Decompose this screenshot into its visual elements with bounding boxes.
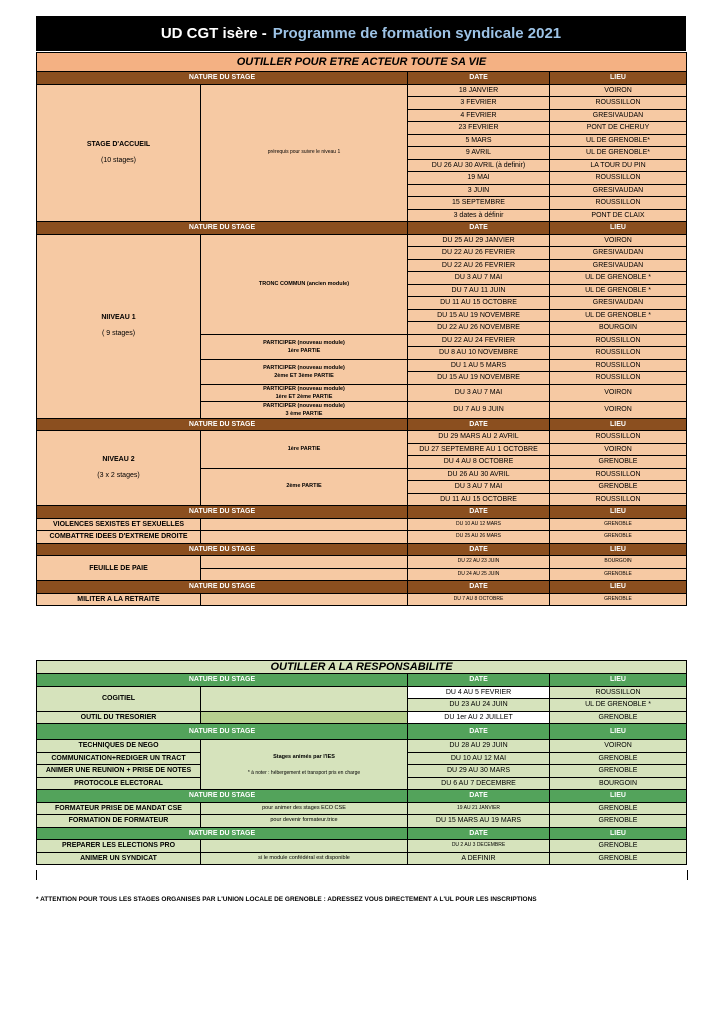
lieu-cell: GRENOBLE	[550, 765, 687, 778]
lieu-cell: GRESIVAUDAN	[550, 109, 687, 122]
date-cell: DU 24 AU 25 JUIN	[408, 568, 550, 581]
participer-4-label	[201, 401, 408, 418]
date-cell: DU 8 AU 10 NOVEMBRE	[408, 347, 550, 360]
participer-2-line2: 2ème ET 3ème PARTIE	[274, 372, 334, 379]
niveau2-name: NIVEAU 2	[102, 456, 135, 463]
col-nature: NATURE DU STAGE	[37, 72, 408, 85]
formation-formateur-name: FORMATION DE FORMATEUR	[37, 815, 201, 828]
title-accent: Programme de formation syndicale 2021	[272, 25, 562, 42]
retraite-name: MILITER A LA RETRAITE	[37, 593, 201, 606]
lieu-cell: UL DE GRENOBLE *	[550, 284, 687, 297]
date-cell: DU 3 AU 7 MAI	[408, 272, 550, 285]
col-nature: NATURE DU STAGE	[37, 724, 408, 740]
date-cell: DU 15 MARS AU 19 MARS	[408, 815, 550, 828]
lieu-cell: BOURGOIN	[550, 556, 687, 569]
date-cell: 23 FEVRIER	[408, 122, 550, 135]
date-cell: 19 AU 21 JANVIER	[408, 802, 550, 815]
lieu-cell: UL DE GRENOBLE *	[550, 699, 687, 712]
date-cell: DU 10 AU 12 MAI	[408, 752, 550, 765]
date-cell: DU 7 AU 8 OCTOBRE	[408, 593, 550, 606]
lieu-cell: GRENOBLE	[550, 815, 687, 828]
date-cell: DU 22 AU 26 FEVRIER	[408, 259, 550, 272]
date-cell: DU 4 AU 8 OCTOBRE	[408, 456, 550, 469]
date-cell: DU 25 AU 26 MARS	[408, 531, 550, 544]
lieu-cell: UL DE GRENOBLE *	[550, 272, 687, 285]
course-name: COMMUNICATION+REDIGER UN TRACT	[37, 752, 201, 765]
tresorier-name: OUTIL DU TRESORIER	[37, 711, 201, 724]
participer-2-line1: PARTICIPER (nouveau module)	[263, 364, 345, 371]
lieu-cell: UL DE GRENOBLE*	[550, 134, 687, 147]
date-cell: DU 27 SEPTEMBRE AU 1 OCTOBRE	[408, 443, 550, 456]
lieu-cell: GRENOBLE	[550, 456, 687, 469]
lieu-cell: VOIRON	[550, 234, 687, 247]
col-nature: NATURE DU STAGE	[37, 674, 408, 687]
lieu-cell: ROUSSILLON	[550, 97, 687, 110]
lieu-cell: ROUSSILLON	[550, 686, 687, 699]
col-lieu: LIEU	[550, 827, 687, 840]
combattre-name: COMBATTRE IDEES D'EXTREME DROITE	[37, 531, 201, 544]
date-cell: DU 25 AU 29 JANVIER	[408, 234, 550, 247]
date-cell: DU 11 AU 15 OCTOBRE	[408, 493, 550, 506]
date-cell: 15 SEPTEMBRE	[408, 197, 550, 210]
lieu-cell: GRENOBLE	[550, 593, 687, 606]
empty-cell	[201, 711, 408, 724]
date-cell: DU 22 AU 26 NOVEMBRE	[408, 322, 550, 335]
col-date: DATE	[408, 581, 550, 594]
date-cell: 19 MAI	[408, 172, 550, 185]
date-cell: DU 22 AU 23 JUIN	[408, 556, 550, 569]
formateur-cse-name: FORMATEUR PRISE DE MANDAT CSE	[37, 802, 201, 815]
lieu-cell: UL DE GRENOBLE *	[550, 309, 687, 322]
niveau2-part1-label: 1ère PARTIE	[201, 431, 408, 469]
lieu-cell: VOIRON	[550, 443, 687, 456]
date-cell: 3 FEVRIER	[408, 97, 550, 110]
course-name: ANIMER UNE REUNION + PRISE DE NOTES	[37, 765, 201, 778]
lieu-cell: PONT DE CHERUY	[550, 122, 687, 135]
ies-note-detail: * à noter : hébergement et transport pris en charge	[247, 769, 361, 776]
date-cell: DU 1er AU 2 JUILLET	[408, 711, 550, 724]
col-lieu: LIEU	[550, 222, 687, 235]
stage-accueil-cell	[37, 84, 201, 222]
col-nature: NATURE DU STAGE	[37, 418, 408, 431]
lieu-cell: GRENOBLE	[550, 568, 687, 581]
date-cell: DU 4 AU 5 FEVRIER	[408, 686, 550, 699]
cogitiel-name: COGITIEL	[37, 686, 201, 711]
niveau2-cell	[37, 431, 201, 506]
col-lieu: LIEU	[550, 724, 687, 740]
section-title: OUTILLER A LA RESPONSABILITE	[37, 661, 687, 674]
ies-note-cell	[201, 740, 408, 790]
date-cell: DU 29 MARS AU 2 AVRIL	[408, 431, 550, 444]
date-cell: DU 28 AU 29 JUIN	[408, 740, 550, 753]
lieu-cell: GRENOBLE	[550, 711, 687, 724]
date-cell: 3 dates à définir	[408, 209, 550, 222]
section-acteur	[36, 52, 686, 606]
empty-cell	[201, 840, 408, 853]
lieu-cell: ROUSSILLON	[550, 468, 687, 481]
lieu-cell: GRENOBLE	[550, 531, 687, 544]
date-cell: DU 15 AU 19 NOVEMBRE	[408, 372, 550, 385]
lieu-cell: GRESIVAUDAN	[550, 247, 687, 260]
col-nature: NATURE DU STAGE	[37, 790, 408, 803]
date-cell: A DEFINIR	[408, 852, 550, 865]
col-date: DATE	[408, 222, 550, 235]
lieu-cell: ROUSSILLON	[550, 372, 687, 385]
participer-3-label	[201, 384, 408, 401]
participer-4-line2: 3 ème PARTIE	[285, 410, 323, 417]
lieu-cell: VOIRON	[550, 84, 687, 97]
col-nature: NATURE DU STAGE	[37, 506, 408, 519]
date-cell: DU 11 AU 15 OCTOBRE	[408, 297, 550, 310]
date-cell: 18 JANVIER	[408, 84, 550, 97]
lieu-cell: GRENOBLE	[550, 852, 687, 865]
col-nature: NATURE DU STAGE	[37, 827, 408, 840]
date-cell: DU 22 AU 26 FEVRIER	[408, 247, 550, 260]
col-nature: NATURE DU STAGE	[37, 581, 408, 594]
col-lieu: LIEU	[550, 581, 687, 594]
col-nature: NATURE DU STAGE	[37, 222, 408, 235]
table-bottom-border	[36, 870, 688, 880]
col-date: DATE	[408, 72, 550, 85]
date-cell: DU 6 AU 7 DECEMBRE	[408, 777, 550, 790]
lieu-cell: GRESIVAUDAN	[550, 259, 687, 272]
col-date: DATE	[408, 827, 550, 840]
lieu-cell: ROUSSILLON	[550, 197, 687, 210]
section-responsabilite	[36, 660, 686, 865]
date-cell: DU 7 AU 11 JUIN	[408, 284, 550, 297]
date-cell: DU 3 AU 7 MAI	[408, 384, 550, 401]
col-date: DATE	[408, 674, 550, 687]
col-nature: NATURE DU STAGE	[37, 543, 408, 556]
course-name: TECHNIQUES DE NEGO	[37, 740, 201, 753]
niveau1-count: ( 9 stages)	[101, 330, 136, 337]
niveau2-count: (3 x 2 stages)	[97, 472, 140, 479]
niveau2-part2-label: 2ème PARTIE	[201, 468, 408, 506]
participer-2-label	[201, 359, 408, 384]
lieu-cell: GRENOBLE	[550, 802, 687, 815]
col-lieu: LIEU	[550, 418, 687, 431]
lieu-cell: ROUSSILLON	[550, 493, 687, 506]
date-cell: DU 26 AU 30 AVRIL (à definir)	[408, 159, 550, 172]
date-cell: DU 3 AU 7 MAI	[408, 481, 550, 494]
lieu-cell: LA TOUR DU PIN	[550, 159, 687, 172]
col-date: DATE	[408, 790, 550, 803]
participer-3-line2: 1ère ET 2ème PARTIE	[275, 393, 333, 400]
col-lieu: LIEU	[550, 72, 687, 85]
participer-1-label	[201, 334, 408, 359]
col-date: DATE	[408, 543, 550, 556]
lieu-cell: GRESIVAUDAN	[550, 297, 687, 310]
stage-accueil-name: STAGE D'ACCUEIL	[86, 140, 151, 148]
date-cell: 4 FEVRIER	[408, 109, 550, 122]
lieu-cell: ROUSSILLON	[550, 359, 687, 372]
date-cell: DU 23 AU 24 JUIN	[408, 699, 550, 712]
footnote: * ATTENTION POUR TOUS LES STAGES ORGANISES PAR L'UNION LOCALE DE GRENOBLE : ADRESSEZ VOUS DIRECTEMENT A L'UL POUR LES INSCRIPTIONS	[36, 896, 537, 903]
formateur-cse-note: pour animer des stages ECO CSE	[201, 802, 408, 815]
stage-accueil-note: prérequis pour suivre le niveau 1	[201, 84, 408, 222]
course-name: PROTOCOLE ELECTORAL	[37, 777, 201, 790]
date-cell: DU 2 AU 3 DECEMBRE	[408, 840, 550, 853]
lieu-cell: VOIRON	[550, 401, 687, 418]
niveau1-name: NIIVEAU 1	[101, 314, 136, 321]
date-cell: DU 7 AU 9 JUIN	[408, 401, 550, 418]
date-cell: DU 1 AU 5 MARS	[408, 359, 550, 372]
lieu-cell: GRENOBLE	[550, 518, 687, 531]
section-title: OUTILLER POUR ETRE ACTEUR TOUTE SA VIE	[37, 53, 687, 72]
empty-cell	[201, 568, 408, 581]
empty-cell	[201, 518, 408, 531]
tronc-commun-label: TRONC COMMUN (ancien module)	[201, 234, 408, 334]
empty-cell	[201, 531, 408, 544]
date-cell: DU 26 AU 30 AVRIL	[408, 468, 550, 481]
date-cell: DU 29 AU 30 MARS	[408, 765, 550, 778]
violences-name: VIOLENCES SEXISTES ET SEXUELLES	[37, 518, 201, 531]
paie-name: FEUILLE DE PAIE	[37, 556, 201, 581]
empty-cell	[201, 556, 408, 569]
lieu-cell: PONT DE CLAIX	[550, 209, 687, 222]
niveau1-cell	[37, 234, 201, 418]
lieu-cell: GRESIVAUDAN	[550, 184, 687, 197]
col-date: DATE	[408, 506, 550, 519]
lieu-cell: ROUSSILLON	[550, 347, 687, 360]
lieu-cell: GRENOBLE	[550, 481, 687, 494]
lieu-cell: BOURGOIN	[550, 322, 687, 335]
col-lieu: LIEU	[550, 506, 687, 519]
date-cell: DU 15 AU 19 NOVEMBRE	[408, 309, 550, 322]
ies-note-title: Stages animés par l'IES	[273, 753, 335, 760]
lieu-cell: ROUSSILLON	[550, 172, 687, 185]
lieu-cell: GRENOBLE	[550, 752, 687, 765]
title-main: UD CGT isère -	[160, 25, 267, 42]
col-date: DATE	[408, 418, 550, 431]
date-cell: 9 AVRIL	[408, 147, 550, 160]
lieu-cell: BOURGOIN	[550, 777, 687, 790]
lieu-cell: GRENOBLE	[550, 840, 687, 853]
participer-4-line1: PARTICIPER (nouveau module)	[263, 402, 345, 409]
date-cell: DU 22 AU 24 FEVRIER	[408, 334, 550, 347]
stage-accueil-count: (10 stages)	[100, 156, 137, 164]
lieu-cell: ROUSSILLON	[550, 431, 687, 444]
lieu-cell: VOIRON	[550, 384, 687, 401]
elections-name: PREPARER LES ELECTIONS PRO	[37, 840, 201, 853]
col-date: DATE	[408, 724, 550, 740]
syndicat-name: ANIMER UN SYNDICAT	[37, 852, 201, 865]
lieu-cell: UL DE GRENOBLE*	[550, 147, 687, 160]
date-cell: 5 MARS	[408, 134, 550, 147]
col-lieu: LIEU	[550, 674, 687, 687]
date-cell: DU 10 AU 12 MARS	[408, 518, 550, 531]
date-cell: 3 JUIN	[408, 184, 550, 197]
col-lieu: LIEU	[550, 790, 687, 803]
lieu-cell: ROUSSILLON	[550, 334, 687, 347]
formation-formateur-note: pour devenir formateur.trice	[201, 815, 408, 828]
participer-1-line2: 1ère PARTIE	[287, 347, 321, 354]
participer-3-line1: PARTICIPER (nouveau module)	[263, 385, 345, 392]
empty-cell	[201, 593, 408, 606]
col-lieu: LIEU	[550, 543, 687, 556]
empty-cell	[201, 686, 408, 711]
page-title	[36, 16, 686, 51]
participer-1-line1: PARTICIPER (nouveau module)	[263, 339, 345, 346]
syndicat-note: si le module confédéral est disponible	[201, 852, 408, 865]
lieu-cell: VOIRON	[550, 740, 687, 753]
